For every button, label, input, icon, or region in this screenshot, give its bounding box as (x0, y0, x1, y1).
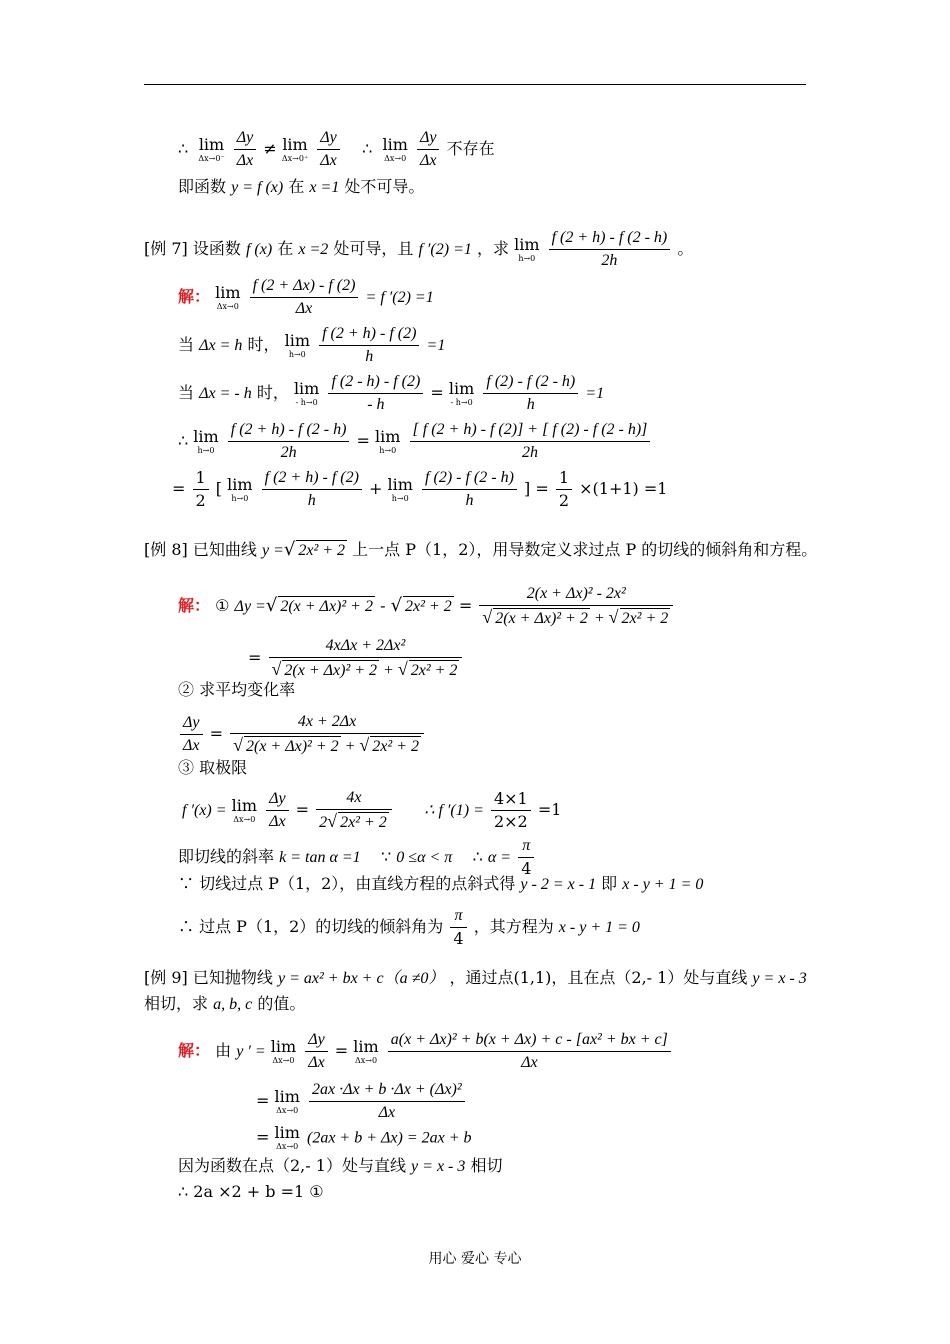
lim-sub: Δx→0 (276, 1105, 299, 1115)
ex8-step-1b: = $\frac{\text{4xΔx + 2Δx²}}{\text{√ 2(x + Δx)² + 2 + √ 2x² + 2}}$ (248, 636, 464, 681)
frac-den: h (526, 396, 535, 413)
radicand: 2x² + 2 (410, 662, 458, 679)
lim-label: lim (270, 1036, 297, 1056)
frac-den: Δx (378, 1104, 396, 1121)
radical-sign: √ (397, 659, 408, 679)
ex7-step-3: 当 Δx = - h 时， lim - h→0 $\frac{f (2 - h) - f (2)}{- h}$ = lim - h→0 $\frac{f (2) - f (2 - h)}{h}$ =1 (178, 373, 605, 413)
text: ，求 (476, 239, 509, 258)
math: =1 (426, 337, 446, 354)
text: 在 (288, 177, 305, 196)
frac-num: 2(x + Δx)² - 2x² (479, 584, 673, 606)
radical-sign: √ (608, 607, 619, 627)
radical-sign: √ (283, 539, 296, 560)
frac-den (316, 810, 392, 833)
math: a, b, c (213, 996, 253, 1013)
text: 处可导，且 (333, 239, 414, 258)
math: - (380, 596, 386, 615)
math: ∴ f ′(1) = (424, 802, 484, 819)
radicand: 2x² + 2 (298, 542, 346, 559)
ex9-step-3: = lim Δx→0 (2ax + b + Δx) = 2ax + b (256, 1123, 472, 1151)
math: x =2 (298, 241, 329, 258)
math: y = (261, 542, 284, 559)
text: ，通过点(1,1)，且在点（2,- 1）处与直线 (449, 968, 748, 987)
frac-den: 2h (521, 444, 538, 461)
math: x - y + 1 = 0 (622, 876, 704, 893)
lim-label: lim (274, 1086, 300, 1106)
math: [ (215, 479, 223, 498)
ex7-step-1 (178, 276, 434, 319)
solution-label: 解： (178, 596, 211, 615)
frac-num: 2ax ·Δx + b ·Δx + (Δx)² (309, 1080, 465, 1102)
math: k = tan α =1 (279, 849, 361, 866)
radicand: 2x² + 2 (340, 814, 387, 831)
text: 处不可导。 (344, 177, 425, 196)
not-exist-text: 不存在 (446, 139, 495, 158)
lim-label: lim (231, 795, 257, 815)
frac-num: Δy (234, 128, 257, 150)
radical-sign: √ (233, 735, 243, 755)
ex8-step-1: 解： ① Δy =√ 2(x + Δx)² + 2 - √ 2x² + 2 = $\frac{\text{2(x + Δx)² - 2x²}}{\text{√ 2(x + Δx)² + 2 + √ 2x² + 2}}$ (178, 584, 675, 629)
ex9-step-2: = lim Δx→0 $\frac{\text{2ax ·Δx + b ·Δx + (Δx)²}}{\Delta x}$ (256, 1080, 467, 1123)
radicand: 2x² + 2 (372, 738, 419, 755)
frac-num: Δy (417, 128, 440, 150)
radical-sign: √ (327, 811, 338, 831)
frac-den: 2h (601, 252, 618, 269)
lim-sub: h→0 (518, 253, 536, 263)
lim-label: lim (284, 330, 311, 350)
lim-label: lim (193, 426, 219, 446)
example-7-statement (144, 228, 693, 271)
math: y = x - 3 (411, 1158, 466, 1175)
ex9-tangent-line (178, 1156, 502, 1177)
lim-label: lim (353, 1036, 379, 1056)
frac-den: Δx (183, 737, 200, 754)
example-8-statement (144, 540, 817, 561)
frac-num: 4x + 2Δx (230, 712, 424, 734)
radical-sign: √ (359, 735, 370, 755)
lim-sub: Δx→0⁺ (281, 153, 309, 163)
text: 上一点 P（1，2），用导数定义求过点 P 的切线的倾斜角和方程。 (352, 540, 818, 559)
because-symbol: ∵ (381, 847, 392, 866)
frac-den: Δx (295, 300, 313, 317)
frac-num: f (2 + h) - f (2) (319, 324, 419, 346)
not-differentiable-line (178, 177, 424, 198)
text: 即 (601, 874, 618, 893)
lim-sub: h→0 (231, 493, 249, 503)
frac-num: f (2 + h) - f (2 - h) (228, 420, 350, 442)
example-label: [例 7] (144, 239, 188, 258)
text: 由 (215, 1041, 232, 1060)
math: y - 2 = x - 1 (520, 876, 597, 893)
text: 因为函数在点（2,- 1）处与直线 (178, 1156, 406, 1175)
frac-den: 2 (558, 491, 570, 510)
frac-num: 1 (556, 468, 572, 490)
frac-num: f (2 + h) - f (2) (262, 468, 362, 490)
radicand: 2x² + 2 (621, 610, 669, 627)
frac-num: π (450, 906, 466, 928)
math: = (172, 479, 186, 498)
therefore-symbol: ∴ (472, 847, 483, 866)
frac-den: 2h (280, 444, 297, 461)
ex9-step-1: 解： 由 y ′ = lim Δx→0 $\frac{\Delta y}{\Delta x}$ = lim Δx→0 $\frac{\text{a(x + Δx)² + b(x + Δx) + c - [ax² + bx + c]}}{\Delta x}$ (178, 1030, 673, 1073)
math: =1 (537, 800, 562, 819)
frac-den: h (307, 492, 316, 509)
ex8-conclusion (178, 906, 640, 949)
lim-label: lim (282, 134, 308, 154)
lim-sub: h→0 (197, 445, 215, 455)
header-rule (144, 84, 806, 85)
math: + (369, 479, 383, 498)
lim-sub: - h→0 (295, 397, 318, 407)
radical-sign: √ (390, 595, 403, 616)
lim-sub: - h→0 (450, 397, 473, 407)
text: 的值。 (257, 994, 306, 1013)
text: 。 (677, 239, 694, 258)
radical-sign: √ (271, 659, 282, 679)
text: 当 (178, 383, 195, 402)
frac-den: √ 2(x + Δx)² + 2 + √ 2x² + 2 (233, 735, 419, 755)
lim-sub: h→0 (379, 445, 397, 455)
math: Δx = h (199, 337, 243, 354)
text: ∴ 过点 P（1，2）的切线的倾斜角为 (178, 917, 444, 936)
lim-label: lim (274, 1123, 300, 1142)
text: 已知曲线 (192, 540, 257, 559)
lim-label: lim (382, 134, 408, 154)
math: y = ax² + bx + c（a ≠0） (277, 970, 445, 987)
math: 0 ≤α < π (396, 849, 453, 866)
text: 相切 (470, 1156, 503, 1175)
radicand: 2x² + 2 (405, 598, 452, 615)
ex7-step-2 (178, 324, 445, 367)
math: f (x) (245, 241, 273, 258)
lim-sub: Δx→0 (216, 301, 239, 311)
math: α = (487, 849, 512, 866)
math: 2 (319, 814, 328, 831)
ex8-step-2-title: ② 求平均变化率 (178, 680, 296, 699)
lim-label: lim (227, 474, 253, 494)
lim-sub: Δx→0 (233, 814, 256, 824)
text: 即函数 (178, 177, 227, 196)
frac-num: f (2 + h) - f (2 - h) (549, 228, 671, 250)
math: Δx = - h (199, 385, 252, 402)
therefore-symbol: ∴ (178, 431, 189, 450)
frac-num: 4×1 (491, 789, 531, 811)
text: 在 (277, 239, 294, 258)
therefore-symbol: ∴ (178, 139, 189, 158)
lim-sub: Δx→0⁻ (198, 153, 225, 163)
frac-den: 2 (195, 491, 206, 510)
radicand: 2(x + Δx)² + 2 (280, 598, 373, 615)
radical-sign: √ (265, 595, 278, 616)
lim-sub: Δx→0 (272, 1055, 295, 1065)
frac-den: √ 2(x + Δx)² + 2 + √ 2x² + 2 (271, 659, 458, 679)
math: y = f (x) (231, 179, 284, 196)
frac-num: 1 (193, 468, 209, 490)
text: ，其方程为 (473, 917, 554, 936)
ex7-step-4: ∴ lim h→0 $\frac{f (2 + h) - f (2 - h)}{2h}$ = lim h→0 $\frac{[ f (2 + h) - f (2)] + [ f (2) - f (2 - h)]}{2h}$ (178, 420, 652, 463)
math: x - y + 1 = 0 (558, 919, 640, 936)
neq-symbol: ≠ (263, 139, 277, 158)
lim-sub: Δx→0 (276, 1142, 299, 1151)
frac-num: f (2) - f (2 - h) (483, 372, 578, 394)
radicand: 2(x + Δx)² + 2 (284, 662, 378, 679)
ex9-equation-1: ∴ 2a ×2 + b =1 ① (178, 1182, 324, 1201)
text: 已知抛物线 (192, 968, 273, 987)
example-label: [例 8] (144, 540, 188, 559)
lim-sub: Δx→0 (354, 1055, 378, 1065)
frac-num: a(x + Δx)² + b(x + Δx) + c - [ax² + bx + c] (388, 1030, 671, 1052)
frac-den: Δx (269, 813, 286, 830)
text: 相切，求 (144, 994, 209, 1013)
frac-den: h (365, 348, 374, 365)
solution-label: 解： (178, 1041, 211, 1060)
ex8-step-3: f ′(x) = lim Δx→0 $\frac{\Delta y}{\Delta x}$ = $\frac{4x}{\text{2√ 2x² + 2}}$ ∴ f ′(1) = $\frac{4\times 1}{2\times 2}$ =1 (182, 789, 562, 831)
math: f ′(x) = (182, 802, 227, 819)
frac-den: Δx (320, 152, 337, 169)
math: f ′(2) =1 (418, 241, 472, 258)
frac-num: 4x (316, 788, 392, 810)
frac-den: 4 (453, 929, 464, 948)
math: x =1 (309, 179, 340, 196)
frac-num: Δy (266, 789, 289, 811)
text: 时， (247, 335, 280, 354)
frac-den: Δx (308, 1054, 325, 1071)
radicand: 2(x + Δx)² + 2 (245, 738, 339, 755)
therefore-symbol: ∴ (362, 139, 373, 158)
text: 当 (178, 335, 195, 354)
ex8-point-slope-line (178, 874, 703, 895)
lim-label: lim (293, 378, 320, 398)
frac-num: [ f (2 + h) - f (2)] + [ f (2) - f (2 - h)] (410, 420, 651, 442)
frac-den: h (465, 492, 474, 509)
radicand: 2(x + Δx)² + 2 (495, 610, 588, 627)
frac-den: Δx (419, 152, 437, 169)
text: ∵ 切线过点 P（1，2），由直线方程的点斜式得 (178, 874, 516, 893)
step-marker: ① (215, 596, 230, 615)
lim-label: lim (198, 134, 225, 154)
example-9-statement-2 (144, 994, 305, 1015)
frac-num: 4xΔx + 2Δx² (269, 636, 463, 658)
lim-sub: h→0 (288, 349, 306, 359)
example-label: [例 9] (144, 968, 188, 987)
ex8-slope-line (178, 836, 536, 879)
math: ] = (524, 479, 549, 498)
page-footer: 用心 爱心 专心 (428, 1251, 522, 1267)
one-sided-limits-line (178, 128, 495, 171)
math: Δy = (234, 598, 266, 615)
lim-sub: Δx→0 (384, 153, 407, 163)
frac-num: f (2) - f (2 - h) (422, 468, 517, 490)
frac-den: - h (367, 396, 385, 413)
frac-num: f (2 + Δx) - f (2) (250, 276, 359, 298)
example-9-statement (144, 968, 807, 989)
ex8-step-3-title: ③ 取极限 (178, 758, 248, 777)
frac-den: Δx (236, 152, 254, 169)
math: y ′ = (236, 1043, 266, 1060)
solution-label: 解： (178, 287, 211, 306)
ex8-step-2: $\frac{\Delta y}{\Delta x}$ = $\frac{4x + 2\Delta x}{\text{√ 2(x + Δx)² + 2 + √ 2x² + 2}}$ (178, 712, 426, 757)
frac-num: Δy (305, 1030, 328, 1052)
lim-label: lim (375, 426, 401, 446)
lim-label: lim (387, 474, 413, 494)
math: ×(1+1) =1 (579, 479, 668, 498)
lim-label: lim (448, 378, 475, 398)
lim-label: lim (215, 282, 241, 302)
text: 即切线的斜率 (178, 847, 275, 866)
text: 设函数 (192, 239, 241, 258)
frac-den: √ 2(x + Δx)² + 2 + √ 2x² + 2 (482, 607, 669, 627)
math: (2ax + b + Δx) = 2ax + b (307, 1129, 472, 1147)
frac-num: π (518, 836, 534, 858)
lim-label: lim (514, 234, 540, 254)
math: y = x - 3 (752, 970, 807, 987)
radical-sign: √ (482, 607, 493, 627)
ex7-step-5 (172, 468, 667, 511)
lim-sub: h→0 (391, 493, 409, 503)
frac-den: Δx (521, 1054, 538, 1071)
frac-num: Δy (317, 128, 340, 150)
math: =1 (585, 385, 605, 402)
frac-den: 4 (521, 859, 532, 878)
text: 时， (256, 383, 289, 402)
frac-num: Δy (180, 713, 203, 735)
math: = f ′(2) =1 (365, 289, 434, 306)
frac-num: f (2 - h) - f (2) (328, 372, 423, 394)
frac-den: 2×2 (493, 812, 528, 831)
